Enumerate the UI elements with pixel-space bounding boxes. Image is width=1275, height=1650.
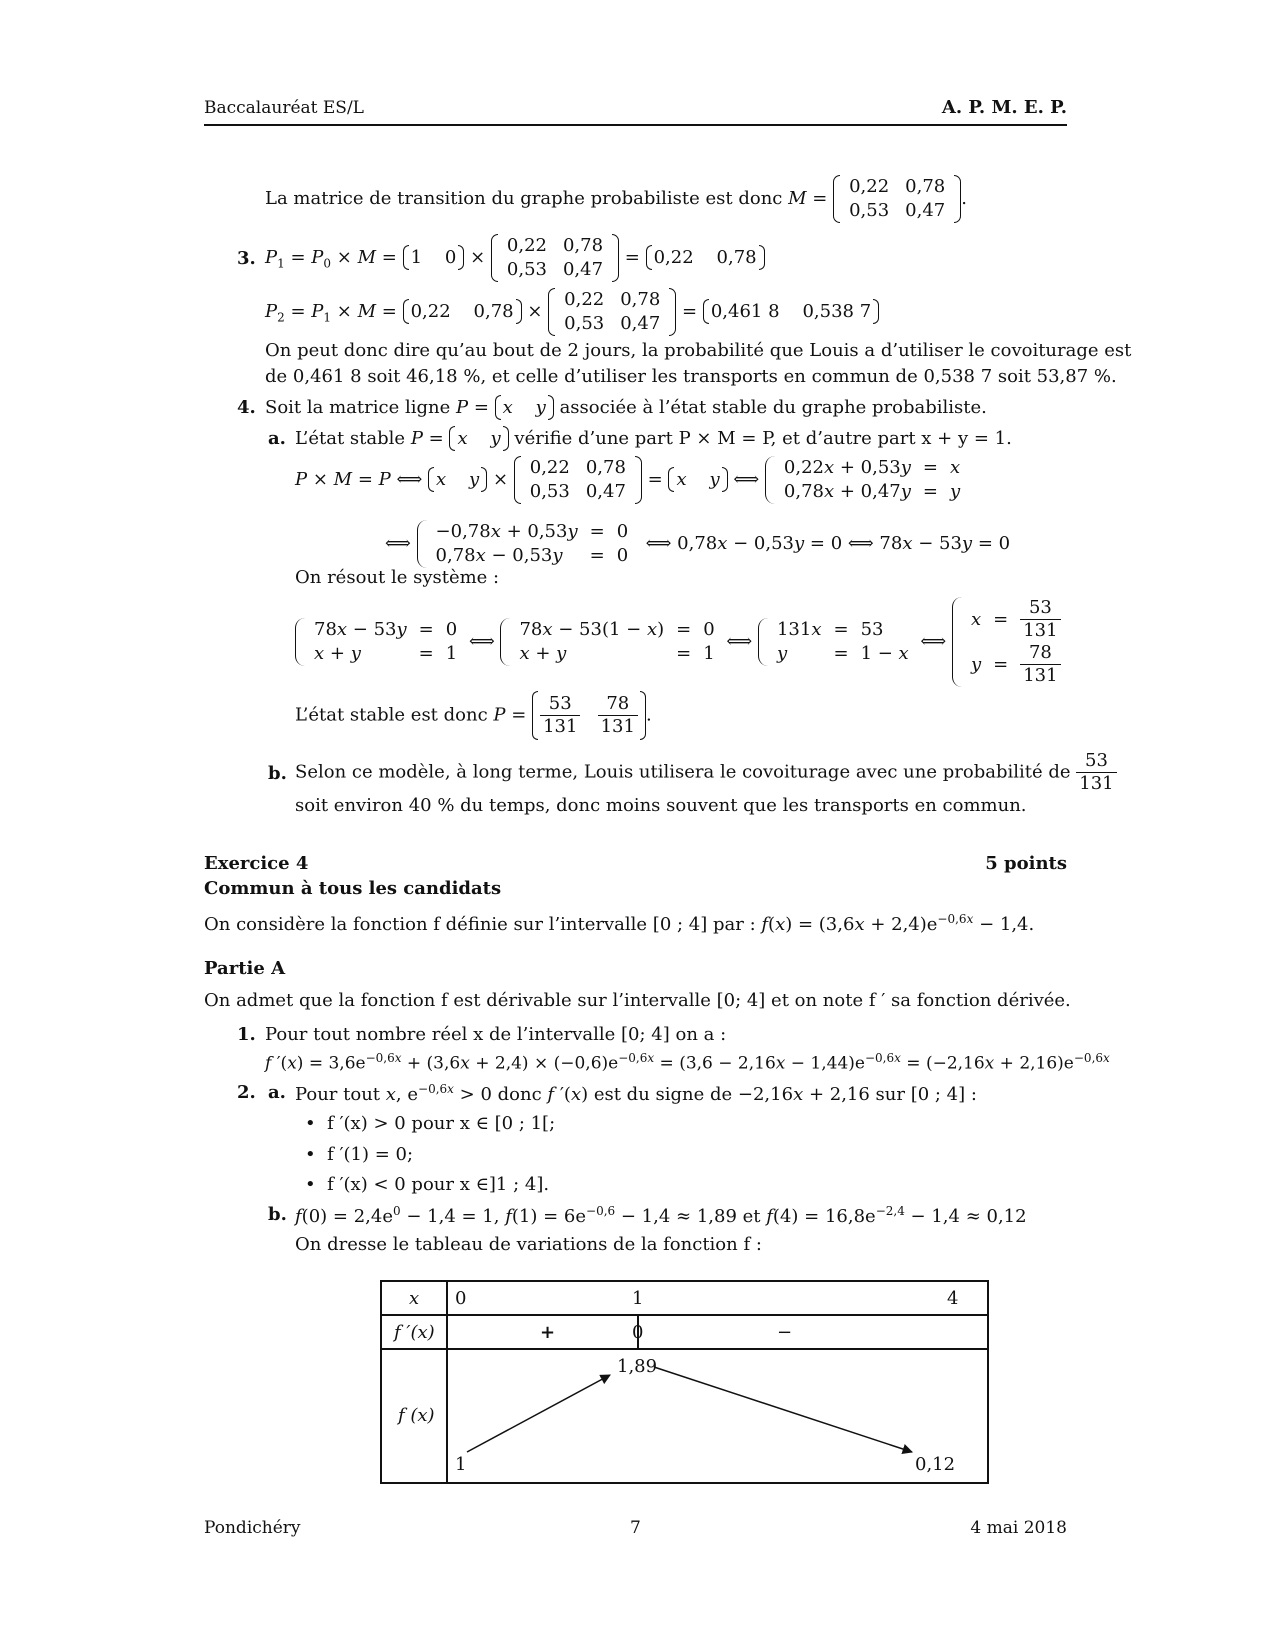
header-rule [204,124,1067,126]
exercise-4-intro: On considère la fonction f définie sur l’intervalle [0 ; 4] par : $f(x) = (3,6x + 2,4)e^{-0,6x} - 1,4$. [204,912,1035,935]
page-number: 7 [630,1518,641,1538]
sign-plus: + [540,1322,556,1343]
header-left: Baccalauréat ES/L [204,98,364,118]
exercise-4-title: Exercice 4 [204,853,309,874]
q4a-label: a. [268,428,286,449]
part-a-title: Partie A [204,958,286,979]
variation-arrows [382,1282,987,1482]
part-a-q2b-line2: On dresse le tableau de variations de la fonction f : [295,1234,762,1255]
row-label-derivative: f ′(x) [394,1322,435,1343]
part-a-q1-number: 1. [237,1024,256,1045]
decreasing-arrow [654,1367,912,1452]
increasing-arrow [467,1375,610,1452]
bullet-2: • f ′(1) = 0; [305,1144,414,1165]
part-a-q2-number: 2. [237,1082,256,1103]
q3-number: 3. [237,248,256,269]
x-value-4: 4 [947,1288,959,1309]
equivalence-line-1: P × M = P ⟺ x y × 0,22 0,78 0,53 0,47 = x y ⟺ 0,22x + 0,53y = x 0,78x + 0,47y = y [295,456,966,504]
f-value-0: 1 [455,1454,467,1475]
system-solution: 78x − 53y = 0 x + y = 1 ⟺ 78x − 53(1 − x) = 0 x + y = 1 ⟺ 131x = 53 y = 1 − x ⟺ x = $\frac{53}{131}$ y = $\frac{78}{131}$ [295,597,1067,687]
row-label-function: f (x) [398,1405,435,1426]
q3-text2: de 0,461 8 soit 46,18 %, et celle d’utiliser les transports en commun de 0,538 7 soit 53,87 %. [265,366,1117,387]
variation-table [380,1280,989,1484]
resolve-text: On résout le système : [295,567,500,588]
part-a-q2b-line1: $f(0) = 2,4e^0 - 1,4 = 1$, $f(1) = 6e^{-0,6} - 1,4 \approx 1,89$ et $f(4) = 16,8e^{-2,4} - 1,4 \approx 0,12$ [295,1204,1027,1227]
q4-intro: Soit la matrice ligne P = x y associée à l’état stable du graphe probabiliste. [265,397,987,418]
header-right: A. P. M. E. P. [941,97,1067,118]
q3-text1: On peut donc dire qu’au bout de 2 jours, la probabilité que Louis a d’utiliser le covoiturage est [265,340,1132,361]
q4b-label: b. [268,763,287,784]
bullet-1: • f ′(x) > 0 pour x ∈ [0 ; 1[; [305,1113,556,1134]
part-a-q2b-label: b. [268,1204,287,1225]
footer-right: 4 mai 2018 [970,1518,1067,1538]
sign-minus: − [777,1322,793,1343]
x-value-0: 0 [455,1288,467,1309]
exercise-4-subtitle: Commun à tous les candidats [204,878,502,899]
sign-zero: 0 [632,1322,644,1343]
part-a-q1-text: Pour tout nombre réel x de l’intervalle [0; 4] on a : [265,1024,727,1045]
part-a-intro: On admet que la fonction f est dérivable sur l’intervalle [0; 4] et on note f ′ sa fonction dérivée. [204,990,1071,1011]
x-value-1: 1 [632,1288,644,1309]
q3-p2-line: $P_2 = P_1 \times M = 0,22$ 0,78 × 0,22 0,78 0,53 0,47 = 0,461 8 0,538 7 [265,288,879,336]
q4a-text: L’état stable P = x y vérifie d’une part P × M = P, et d’autre part x + y = 1. [295,428,1012,449]
f-value-4: 0,12 [915,1454,956,1475]
part-a-q2a-text: Pour tout x, $e^{-0,6x} > 0$ donc f ′(x) est du signe de −2,16x + 2,16 sur [0 ; 4] : [295,1082,977,1105]
q3-p1-line: $P_1 = P_0 \times M = 1$ 0 × 0,22 0,78 0,53 0,47 = 0,22 0,78 [265,234,765,282]
part-a-q2a-label: a. [268,1082,286,1103]
f-value-1: 1,89 [617,1356,658,1377]
matrix-line: La matrice de transition du graphe probabiliste est donc M = 0,22 0,78 0,53 0,47 . [265,176,967,221]
exercise-4-points: 5 points [985,853,1067,874]
stable-state: L’état stable est donc P = $\frac{53}{131}$ $\frac{78}{131}$ . [295,693,652,737]
row-label-x: x [409,1288,420,1309]
bullet-3: • f ′(x) < 0 pour x ∈]1 ; 4]. [305,1174,550,1195]
q4-number: 4. [237,397,256,418]
q4b-text1: Selon ce modèle, à long terme, Louis utilisera le covoiturage avec une probabilité de $\frac{53}{131}$ [295,750,1117,795]
footer-left: Pondichéry [204,1518,301,1538]
q4b-text2: soit environ 40 % du temps, donc moins souvent que les transports en commun. [295,795,1027,816]
transition-matrix: 0,22 0,78 0,53 0,47 [833,175,961,223]
derivative-formula: f $'(x) = 3,6e^{-0,6x} + (3,6x + 2,4) \times (-0,6)e^{-0,6x} = (3,6 - 2,16x - 1,44)e^{-0,6x} = (-2,16x + 2,16)e^{-0,6x}$ [265,1051,1110,1074]
equivalence-line-2: ⟺ −0,78x + 0,53y = 0 0,78x − 0,53y = 0 ⟺ 0,78x − 0,53y = 0 ⟺ 78x − 53y = 0 [385,521,1011,566]
